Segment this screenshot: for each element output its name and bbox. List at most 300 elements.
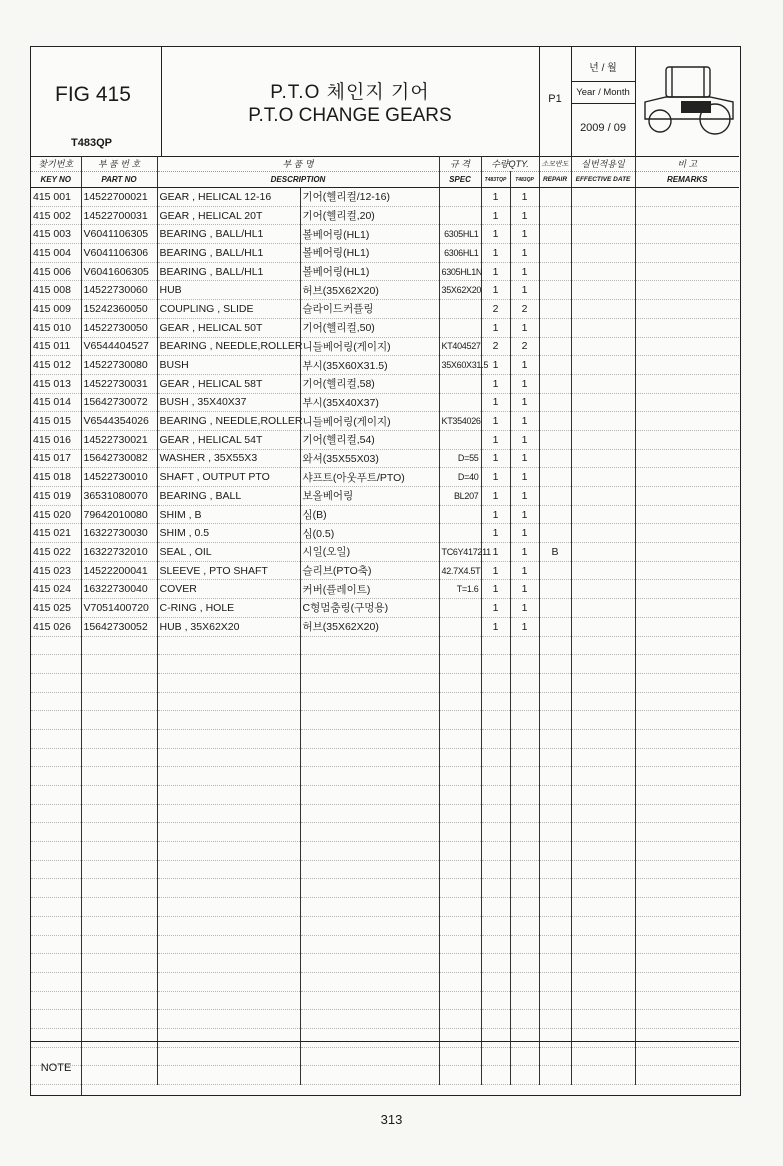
cell-spec bbox=[439, 524, 481, 543]
col-repair-ko: 소모반도 bbox=[539, 156, 571, 172]
revision-date: 2009 / 09 bbox=[580, 122, 626, 134]
cell-empty bbox=[81, 823, 157, 842]
cell-qa: 1 bbox=[481, 561, 510, 580]
cell-empty bbox=[439, 748, 481, 767]
cell-empty bbox=[31, 786, 81, 805]
sheet-header bbox=[31, 47, 739, 157]
cell-empty bbox=[571, 393, 635, 412]
cell-desc-ko: 볼베어링(HL1) bbox=[300, 262, 439, 281]
cell-qb: 1 bbox=[510, 599, 539, 618]
cell-repair bbox=[539, 262, 571, 281]
cell-qb: 1 bbox=[510, 487, 539, 506]
cell-empty bbox=[571, 786, 635, 805]
cell-empty bbox=[539, 636, 571, 655]
cell-empty bbox=[81, 898, 157, 917]
cell-qb: 2 bbox=[510, 300, 539, 319]
cell-qb: 1 bbox=[510, 393, 539, 412]
cell-empty bbox=[300, 655, 439, 674]
table-row bbox=[31, 262, 739, 281]
cell-empty bbox=[571, 487, 635, 506]
cell-key: 415 022 bbox=[31, 543, 81, 562]
cell-key: 415 018 bbox=[31, 468, 81, 487]
cell-empty bbox=[510, 935, 539, 954]
cell-empty bbox=[81, 1010, 157, 1029]
cell-empty bbox=[157, 692, 300, 711]
cell-empty bbox=[571, 356, 635, 375]
cell-desc-ko: 심(0.5) bbox=[300, 524, 439, 543]
col-desc-en: DESCRIPTION bbox=[157, 172, 439, 188]
table-row bbox=[31, 318, 739, 337]
cell-empty bbox=[157, 729, 300, 748]
cell-qa: 1 bbox=[481, 244, 510, 263]
cell-empty bbox=[539, 804, 571, 823]
cell-empty bbox=[510, 636, 539, 655]
table-row bbox=[31, 244, 739, 263]
cell-part: V6041606305 bbox=[81, 262, 157, 281]
cell-repair bbox=[539, 487, 571, 506]
cell-spec: 6305HL1 bbox=[439, 225, 481, 244]
cell-qb: 1 bbox=[510, 505, 539, 524]
cell-empty bbox=[635, 412, 739, 431]
cell-desc-ko: 허브(35X62X20) bbox=[300, 281, 439, 300]
col-qty-ko: 수량QTY. bbox=[481, 156, 539, 172]
cell-desc-ko: 기어(헬리컬,58) bbox=[300, 374, 439, 393]
cell-desc-en: SHAFT , OUTPUT PTO bbox=[157, 468, 300, 487]
col-desc-ko: 부 품 명 bbox=[157, 156, 439, 172]
cell-key: 415 001 bbox=[31, 188, 81, 207]
cell-empty bbox=[571, 468, 635, 487]
cell-desc-ko: 니들베어링(게이지) bbox=[300, 337, 439, 356]
cell-empty bbox=[539, 1010, 571, 1029]
col-part-ko: 부 품 번 호 bbox=[81, 156, 157, 172]
col-eff-ko: 실번적용일 bbox=[571, 156, 635, 172]
cell-empty bbox=[481, 711, 510, 730]
cell-spec: KT404527 bbox=[439, 337, 481, 356]
cell-empty bbox=[571, 673, 635, 692]
cell-qa: 1 bbox=[481, 580, 510, 599]
cell-desc-en: COUPLING , SLIDE bbox=[157, 300, 300, 319]
table-row-blank bbox=[31, 804, 739, 823]
cell-empty bbox=[571, 842, 635, 861]
table-row-blank bbox=[31, 692, 739, 711]
table-row bbox=[31, 374, 739, 393]
cell-empty bbox=[539, 916, 571, 935]
cell-repair bbox=[539, 337, 571, 356]
cell-part: 14522730080 bbox=[81, 356, 157, 375]
cell-empty bbox=[571, 281, 635, 300]
cell-empty bbox=[300, 823, 439, 842]
cell-desc-en: GEAR , HELICAL 12-16 bbox=[157, 188, 300, 207]
cell-empty bbox=[635, 916, 739, 935]
cell-key: 415 011 bbox=[31, 337, 81, 356]
cell-desc-ko: 슬라이드커플링 bbox=[300, 300, 439, 319]
cell-empty bbox=[510, 729, 539, 748]
cell-empty bbox=[635, 449, 739, 468]
cell-repair bbox=[539, 300, 571, 319]
cell-empty bbox=[571, 860, 635, 879]
cell-repair bbox=[539, 505, 571, 524]
cell-empty bbox=[157, 898, 300, 917]
cell-empty bbox=[635, 206, 739, 225]
cell-qb: 1 bbox=[510, 244, 539, 263]
cell-empty bbox=[157, 991, 300, 1010]
cell-empty bbox=[571, 1010, 635, 1029]
table-row-blank bbox=[31, 916, 739, 935]
cell-desc-en: GEAR , HELICAL 58T bbox=[157, 374, 300, 393]
cell-empty bbox=[481, 748, 510, 767]
cell-empty bbox=[31, 767, 81, 786]
cell-desc-ko: 슬리브(PTO축) bbox=[300, 561, 439, 580]
cell-empty bbox=[157, 916, 300, 935]
cell-qa: 1 bbox=[481, 188, 510, 207]
cell-qb: 1 bbox=[510, 374, 539, 393]
cell-empty bbox=[635, 860, 739, 879]
cell-empty bbox=[510, 673, 539, 692]
table-row-blank bbox=[31, 842, 739, 861]
table-row-blank bbox=[31, 991, 739, 1010]
year-month-en: Year / Month bbox=[576, 87, 630, 98]
cell-empty bbox=[571, 599, 635, 618]
cell-key: 415 008 bbox=[31, 281, 81, 300]
table-row bbox=[31, 543, 739, 562]
cell-empty bbox=[300, 636, 439, 655]
cell-empty bbox=[571, 561, 635, 580]
cell-empty bbox=[539, 954, 571, 973]
cell-spec: 42.7X4.5T bbox=[439, 561, 481, 580]
cell-desc-en: BEARING , NEEDLE,ROLLER bbox=[157, 337, 300, 356]
cell-empty bbox=[439, 879, 481, 898]
table-row-blank bbox=[31, 935, 739, 954]
cell-empty bbox=[635, 991, 739, 1010]
cell-empty bbox=[635, 524, 739, 543]
cell-empty bbox=[439, 991, 481, 1010]
cell-desc-en: SLEEVE , PTO SHAFT bbox=[157, 561, 300, 580]
title-english: P.T.O CHANGE GEARS bbox=[248, 105, 452, 126]
cell-empty bbox=[510, 860, 539, 879]
cell-empty bbox=[539, 729, 571, 748]
cell-empty bbox=[539, 972, 571, 991]
cell-empty bbox=[81, 804, 157, 823]
cell-empty bbox=[539, 767, 571, 786]
cell-qa: 1 bbox=[481, 468, 510, 487]
cell-qb: 1 bbox=[510, 225, 539, 244]
cell-empty bbox=[571, 748, 635, 767]
cell-empty bbox=[539, 692, 571, 711]
cell-empty bbox=[300, 935, 439, 954]
cell-empty bbox=[481, 804, 510, 823]
cell-spec bbox=[439, 617, 481, 636]
cell-empty bbox=[157, 804, 300, 823]
cell-empty bbox=[571, 972, 635, 991]
cell-empty bbox=[635, 244, 739, 263]
cell-empty bbox=[635, 543, 739, 562]
cell-empty bbox=[510, 711, 539, 730]
cell-part: 79642010080 bbox=[81, 505, 157, 524]
cell-repair bbox=[539, 206, 571, 225]
cell-empty bbox=[635, 561, 739, 580]
cell-empty bbox=[571, 244, 635, 263]
cell-qa: 1 bbox=[481, 617, 510, 636]
cell-empty bbox=[481, 823, 510, 842]
cell-part: 14522730060 bbox=[81, 281, 157, 300]
cell-empty bbox=[635, 804, 739, 823]
cell-desc-ko: 와셔(35X55X03) bbox=[300, 449, 439, 468]
cell-key: 415 019 bbox=[31, 487, 81, 506]
cell-qa: 1 bbox=[481, 599, 510, 618]
cell-empty bbox=[81, 860, 157, 879]
year-month-box bbox=[571, 47, 635, 156]
cell-desc-ko: 커버(플레이트) bbox=[300, 580, 439, 599]
cell-empty bbox=[571, 188, 635, 207]
cell-spec bbox=[439, 374, 481, 393]
cell-empty bbox=[635, 599, 739, 618]
cell-empty bbox=[571, 655, 635, 674]
cell-empty bbox=[31, 748, 81, 767]
cell-empty bbox=[571, 543, 635, 562]
cell-empty bbox=[31, 935, 81, 954]
cell-empty bbox=[300, 729, 439, 748]
cell-empty bbox=[635, 879, 739, 898]
cell-empty bbox=[300, 898, 439, 917]
cell-empty bbox=[439, 729, 481, 748]
cell-part: 14522700021 bbox=[81, 188, 157, 207]
cell-empty bbox=[635, 617, 739, 636]
cell-key: 415 025 bbox=[31, 599, 81, 618]
cell-desc-ko: 부시(35X60X31.5) bbox=[300, 356, 439, 375]
cell-empty bbox=[439, 655, 481, 674]
cell-empty bbox=[635, 935, 739, 954]
table-row bbox=[31, 300, 739, 319]
cell-part: V7051400720 bbox=[81, 599, 157, 618]
cell-empty bbox=[635, 487, 739, 506]
cell-empty bbox=[539, 860, 571, 879]
parts-table bbox=[31, 156, 739, 1085]
table-row-blank bbox=[31, 879, 739, 898]
cell-empty bbox=[439, 711, 481, 730]
cell-empty bbox=[635, 374, 739, 393]
cell-spec: BL207 bbox=[439, 487, 481, 506]
table-row-blank bbox=[31, 823, 739, 842]
table-row bbox=[31, 225, 739, 244]
cell-part: 14522700031 bbox=[81, 206, 157, 225]
col-spec-ko: 규 격 bbox=[439, 156, 481, 172]
cell-desc-ko: 보올베어링 bbox=[300, 487, 439, 506]
cell-key: 415 012 bbox=[31, 356, 81, 375]
cell-empty bbox=[300, 748, 439, 767]
table-row-blank bbox=[31, 655, 739, 674]
cell-empty bbox=[81, 842, 157, 861]
cell-empty bbox=[510, 972, 539, 991]
cell-qb: 1 bbox=[510, 356, 539, 375]
cell-spec: 6305HL1N bbox=[439, 262, 481, 281]
cell-empty bbox=[539, 879, 571, 898]
cell-empty bbox=[571, 412, 635, 431]
title-korean: P.T.O 체인지 기어 bbox=[270, 82, 430, 103]
cell-spec: TC6Y417211 bbox=[439, 543, 481, 562]
cell-part: V6041106305 bbox=[81, 225, 157, 244]
col-qty-a: T483TQP bbox=[481, 172, 510, 188]
cell-desc-ko: 허브(35X62X20) bbox=[300, 617, 439, 636]
cell-key: 415 013 bbox=[31, 374, 81, 393]
cell-empty bbox=[635, 580, 739, 599]
cell-empty bbox=[300, 842, 439, 861]
cell-desc-en: COVER bbox=[157, 580, 300, 599]
col-key-ko: 찾기번호 bbox=[31, 156, 81, 172]
cell-empty bbox=[571, 430, 635, 449]
cell-empty bbox=[635, 972, 739, 991]
cell-desc-ko: 부시(35X40X37) bbox=[300, 393, 439, 412]
cell-empty bbox=[81, 916, 157, 935]
table-row bbox=[31, 337, 739, 356]
cell-desc-en: SHIM , B bbox=[157, 505, 300, 524]
cell-desc-en: GEAR , HELICAL 54T bbox=[157, 430, 300, 449]
cell-spec bbox=[439, 318, 481, 337]
cell-empty bbox=[81, 972, 157, 991]
cell-empty bbox=[439, 1010, 481, 1029]
table-row bbox=[31, 281, 739, 300]
cell-empty bbox=[571, 711, 635, 730]
cell-empty bbox=[571, 898, 635, 917]
cell-empty bbox=[31, 954, 81, 973]
cell-empty bbox=[157, 860, 300, 879]
cell-empty bbox=[571, 300, 635, 319]
cell-empty bbox=[481, 636, 510, 655]
cell-empty bbox=[157, 842, 300, 861]
cell-empty bbox=[31, 673, 81, 692]
cell-empty bbox=[635, 898, 739, 917]
table-row bbox=[31, 356, 739, 375]
cell-empty bbox=[571, 449, 635, 468]
cell-qa: 1 bbox=[481, 356, 510, 375]
cell-key: 415 009 bbox=[31, 300, 81, 319]
table-row bbox=[31, 188, 739, 207]
cell-empty bbox=[31, 972, 81, 991]
cell-qb: 1 bbox=[510, 617, 539, 636]
table-row bbox=[31, 580, 739, 599]
table-row-blank bbox=[31, 786, 739, 805]
cell-empty bbox=[635, 786, 739, 805]
cell-empty bbox=[510, 1010, 539, 1029]
cell-empty bbox=[157, 767, 300, 786]
cell-empty bbox=[481, 655, 510, 674]
table-row-blank bbox=[31, 954, 739, 973]
cell-part: V6544354026 bbox=[81, 412, 157, 431]
cell-repair bbox=[539, 430, 571, 449]
cell-empty bbox=[539, 991, 571, 1010]
cell-repair bbox=[539, 599, 571, 618]
cell-empty bbox=[81, 729, 157, 748]
cell-empty bbox=[635, 1010, 739, 1029]
cell-desc-en: GEAR , HELICAL 50T bbox=[157, 318, 300, 337]
cell-empty bbox=[510, 786, 539, 805]
cell-empty bbox=[81, 879, 157, 898]
cell-part: 16322732010 bbox=[81, 543, 157, 562]
cell-empty bbox=[81, 655, 157, 674]
cell-spec: D=55 bbox=[439, 449, 481, 468]
cell-qa: 1 bbox=[481, 505, 510, 524]
title-box bbox=[161, 47, 539, 156]
table-row-blank bbox=[31, 673, 739, 692]
cell-empty bbox=[300, 711, 439, 730]
cell-empty bbox=[439, 692, 481, 711]
cell-key: 415 002 bbox=[31, 206, 81, 225]
cell-empty bbox=[571, 692, 635, 711]
cell-empty bbox=[481, 692, 510, 711]
cell-empty bbox=[300, 991, 439, 1010]
cell-qa: 1 bbox=[481, 318, 510, 337]
cell-key: 415 006 bbox=[31, 262, 81, 281]
cell-empty bbox=[571, 318, 635, 337]
cell-spec bbox=[439, 599, 481, 618]
cell-empty bbox=[81, 673, 157, 692]
cell-empty bbox=[510, 954, 539, 973]
cell-qb: 1 bbox=[510, 561, 539, 580]
cell-part: 15642730072 bbox=[81, 393, 157, 412]
cell-empty bbox=[571, 991, 635, 1010]
cell-empty bbox=[439, 935, 481, 954]
cell-spec: 35X62X20 bbox=[439, 281, 481, 300]
cell-key: 415 015 bbox=[31, 412, 81, 431]
cell-empty bbox=[31, 804, 81, 823]
cell-qa: 1 bbox=[481, 487, 510, 506]
cell-qa: 1 bbox=[481, 412, 510, 431]
cell-empty bbox=[439, 767, 481, 786]
cell-empty bbox=[81, 636, 157, 655]
cell-spec bbox=[439, 300, 481, 319]
cell-qb: 1 bbox=[510, 524, 539, 543]
cell-empty bbox=[510, 916, 539, 935]
cell-spec bbox=[439, 505, 481, 524]
cell-desc-en: BEARING , NEEDLE,ROLLER bbox=[157, 412, 300, 431]
cell-repair bbox=[539, 524, 571, 543]
cell-empty bbox=[571, 206, 635, 225]
cell-empty bbox=[571, 617, 635, 636]
cell-desc-en: BEARING , BALL bbox=[157, 487, 300, 506]
cell-empty bbox=[571, 823, 635, 842]
cell-part: 14522730050 bbox=[81, 318, 157, 337]
col-qty-b: T483QP bbox=[510, 172, 539, 188]
cell-qb: 2 bbox=[510, 337, 539, 356]
cell-empty bbox=[481, 729, 510, 748]
cell-empty bbox=[157, 748, 300, 767]
cell-empty bbox=[571, 524, 635, 543]
cell-qa: 1 bbox=[481, 206, 510, 225]
cell-empty bbox=[571, 505, 635, 524]
cell-empty bbox=[439, 860, 481, 879]
cell-empty bbox=[481, 1010, 510, 1029]
cell-part: V6041106306 bbox=[81, 244, 157, 263]
cell-empty bbox=[635, 356, 739, 375]
cell-repair bbox=[539, 617, 571, 636]
cell-part: 16322730040 bbox=[81, 580, 157, 599]
model-code: T483QP bbox=[71, 137, 112, 149]
col-key-en: KEY NO bbox=[31, 172, 81, 188]
cell-key: 415 016 bbox=[31, 430, 81, 449]
cell-empty bbox=[510, 655, 539, 674]
cell-empty bbox=[539, 655, 571, 674]
cell-empty bbox=[439, 842, 481, 861]
cell-empty bbox=[635, 954, 739, 973]
cell-empty bbox=[481, 916, 510, 935]
cell-qb: 1 bbox=[510, 262, 539, 281]
cell-empty bbox=[571, 225, 635, 244]
table-row bbox=[31, 599, 739, 618]
cell-empty bbox=[481, 972, 510, 991]
cell-qa: 1 bbox=[481, 281, 510, 300]
cell-spec: T=1.6 bbox=[439, 580, 481, 599]
cell-repair bbox=[539, 356, 571, 375]
col-repair-en: REPAIR bbox=[539, 172, 571, 188]
